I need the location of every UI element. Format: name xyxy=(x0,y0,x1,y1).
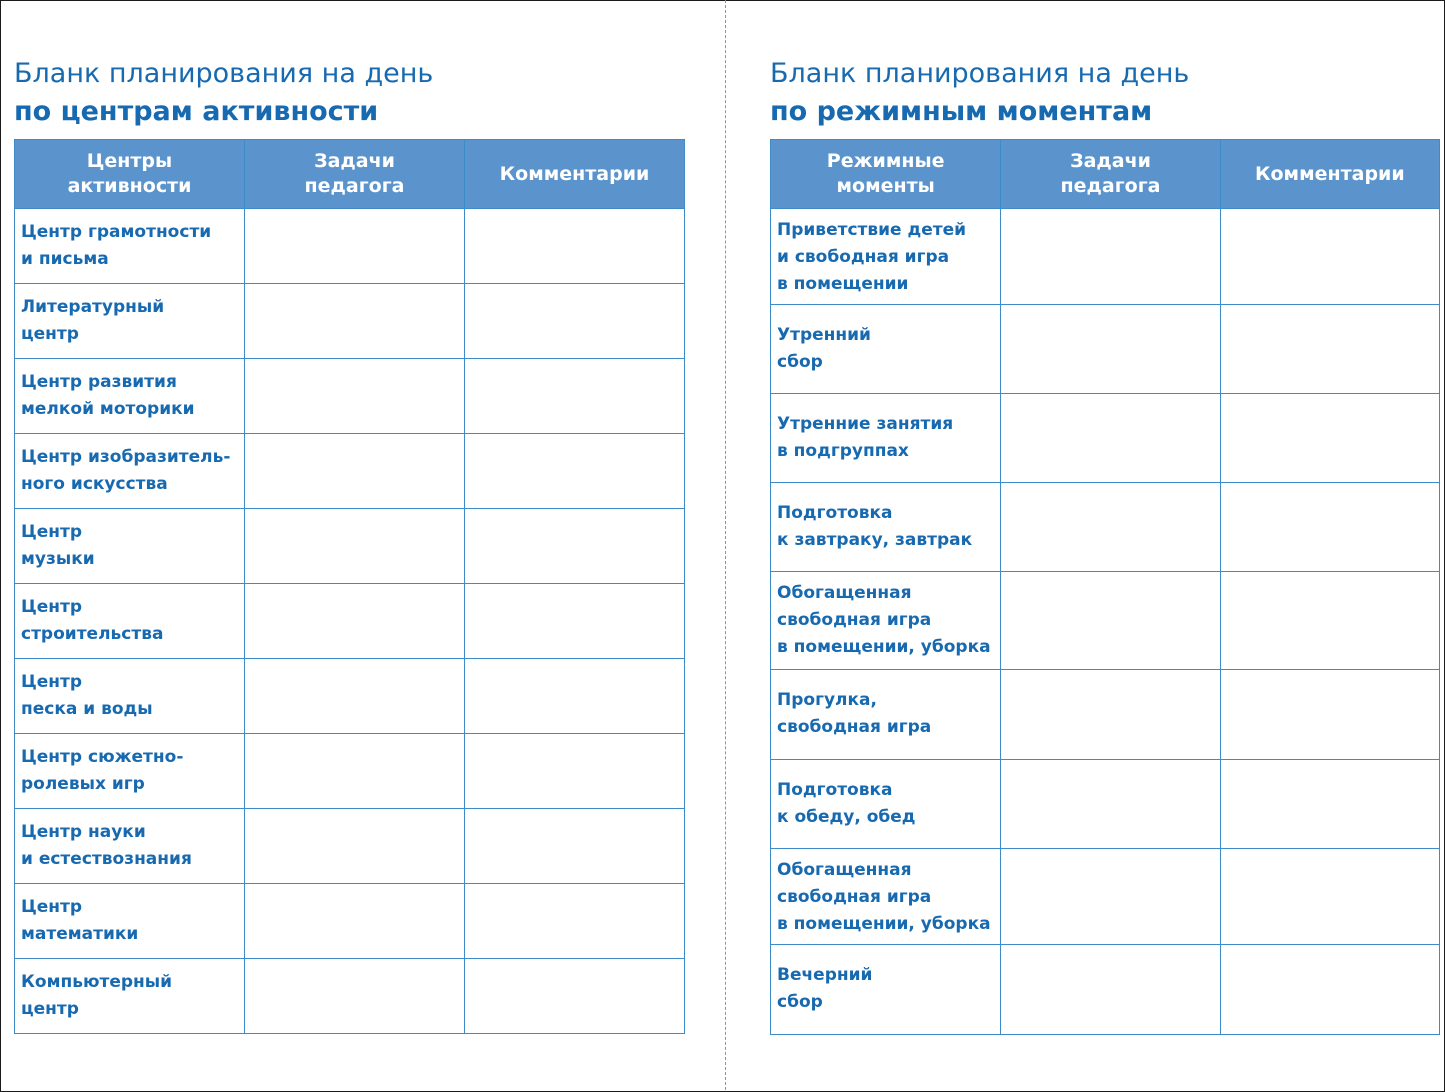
tasks-cell xyxy=(1001,945,1220,1035)
tasks-cell xyxy=(1001,849,1220,945)
right-title xyxy=(770,55,1445,131)
table-row xyxy=(15,884,685,959)
row-label: Литературный центр xyxy=(15,284,245,359)
daily-routine-table xyxy=(770,139,1440,1035)
tasks-cell xyxy=(245,734,465,809)
comments-cell xyxy=(1220,945,1439,1035)
table-header-row xyxy=(771,140,1440,209)
table-row xyxy=(771,394,1440,483)
header-tasks: Задачи педагога xyxy=(1001,140,1220,209)
header-comments: Комментарии xyxy=(465,140,685,209)
left-title xyxy=(14,55,704,131)
tasks-cell xyxy=(245,209,465,284)
row-label: Центр строительства xyxy=(15,584,245,659)
table-row xyxy=(15,584,685,659)
row-label: Прогулка, свободная игра xyxy=(771,670,1001,760)
comments-cell xyxy=(1220,394,1439,483)
comments-cell xyxy=(1220,483,1439,572)
comments-cell xyxy=(465,809,685,884)
row-label: Компьютерный центр xyxy=(15,959,245,1034)
table-row xyxy=(771,305,1440,394)
tasks-cell xyxy=(245,434,465,509)
row-label: Утренний сбор xyxy=(771,305,1001,394)
row-label: Центр сюжетно- ролевых игр xyxy=(15,734,245,809)
left-title-line2: по центрам активности xyxy=(14,96,379,127)
tasks-cell xyxy=(245,809,465,884)
tasks-cell xyxy=(1001,572,1220,670)
tasks-cell xyxy=(245,509,465,584)
table-row xyxy=(771,670,1440,760)
comments-cell xyxy=(1220,209,1439,305)
row-label: Подготовка к завтраку, завтрак xyxy=(771,483,1001,572)
row-label: Центр музыки xyxy=(15,509,245,584)
row-label: Приветствие детей и свободная игра в помещении xyxy=(771,209,1001,305)
tasks-cell xyxy=(245,959,465,1034)
comments-cell xyxy=(465,434,685,509)
row-label: Центр науки и естествознания xyxy=(15,809,245,884)
row-label: Центр развития мелкой моторики xyxy=(15,359,245,434)
row-label: Вечерний сбор xyxy=(771,945,1001,1035)
tasks-cell xyxy=(245,359,465,434)
comments-cell xyxy=(465,734,685,809)
tasks-cell xyxy=(1001,209,1220,305)
comments-cell xyxy=(465,884,685,959)
comments-cell xyxy=(465,209,685,284)
comments-cell xyxy=(465,509,685,584)
right-title-line1: Бланк планирования на день xyxy=(770,58,1190,89)
tasks-cell xyxy=(245,659,465,734)
comments-cell xyxy=(465,659,685,734)
tasks-cell xyxy=(1001,305,1220,394)
row-label: Утренние занятия в подгруппах xyxy=(771,394,1001,483)
table-row xyxy=(15,359,685,434)
activity-centers-table xyxy=(14,139,685,1034)
comments-cell xyxy=(1220,849,1439,945)
header-routine: Режимные моменты xyxy=(771,140,1001,209)
table-row xyxy=(15,734,685,809)
row-label: Центр математики xyxy=(15,884,245,959)
table-row xyxy=(771,483,1440,572)
tasks-cell xyxy=(245,284,465,359)
tasks-cell xyxy=(245,884,465,959)
table-row xyxy=(771,572,1440,670)
table-row xyxy=(15,659,685,734)
table-row xyxy=(771,945,1440,1035)
table-header-row xyxy=(15,140,685,209)
tasks-cell xyxy=(1001,483,1220,572)
table-row xyxy=(15,959,685,1034)
row-label: Центр изобразитель- ного искусства xyxy=(15,434,245,509)
row-label: Обогащенная свободная игра в помещении, уборка xyxy=(771,572,1001,670)
header-comments: Комментарии xyxy=(1220,140,1439,209)
comments-cell xyxy=(465,959,685,1034)
comments-cell xyxy=(465,584,685,659)
table-row xyxy=(15,809,685,884)
row-label: Центр грамотности и письма xyxy=(15,209,245,284)
table-row xyxy=(15,434,685,509)
right-title-line2: по режимным моментам xyxy=(770,96,1153,127)
tasks-cell xyxy=(1001,670,1220,760)
tasks-cell xyxy=(1001,394,1220,483)
row-label: Обогащенная свободная игра в помещении, уборка xyxy=(771,849,1001,945)
fold-line xyxy=(725,0,726,1090)
table-row xyxy=(15,284,685,359)
comments-cell xyxy=(465,284,685,359)
tasks-cell xyxy=(245,584,465,659)
table-row xyxy=(771,760,1440,849)
comments-cell xyxy=(1220,760,1439,849)
tasks-cell xyxy=(1001,760,1220,849)
comments-cell xyxy=(465,359,685,434)
header-centers: Центры активности xyxy=(15,140,245,209)
table-row xyxy=(771,209,1440,305)
comments-cell xyxy=(1220,305,1439,394)
row-label: Подготовка к обеду, обед xyxy=(771,760,1001,849)
table-row xyxy=(15,509,685,584)
comments-cell xyxy=(1220,670,1439,760)
table-row xyxy=(771,849,1440,945)
left-title-line1: Бланк планирования на день xyxy=(14,58,434,89)
comments-cell xyxy=(1220,572,1439,670)
table-row xyxy=(15,209,685,284)
header-tasks: Задачи педагога xyxy=(245,140,465,209)
row-label: Центр песка и воды xyxy=(15,659,245,734)
